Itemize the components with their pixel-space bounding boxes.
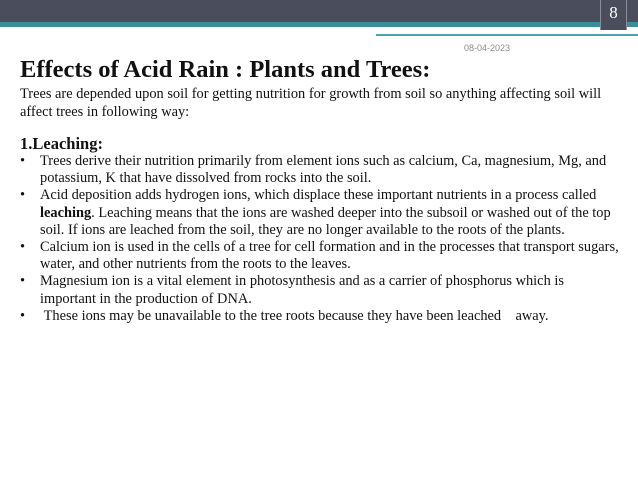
bullet-item-5 (20, 308, 620, 325)
bullet-text-after: . Leaching means that the ions are washed deeper into the subsoil or washed out of the top soil. If ions are leached from the soil, they are no longer available to the roots of the plants. (40, 204, 611, 238)
bullet-text-bold: leaching (40, 204, 92, 221)
bullet-item-2 (20, 187, 620, 239)
bullet-text-before: Acid deposition adds hydrogen ions, which displace these important nutrients in a process called (40, 187, 597, 204)
slide-date: 08-04-2023 (464, 43, 511, 53)
bullet-marker: • (20, 187, 26, 204)
bullet-marker: • (20, 307, 26, 324)
slide-number: 8 (600, 0, 627, 30)
bullet-text: These ions may be unavailable to the tree roots because they have been leached away. (40, 307, 549, 324)
section-heading: 1.Leaching: (20, 134, 103, 153)
bullet-text: Magnesium ion is a vital element in photosynthesis and as a carrier of phosphorus which is important in the production of DNA. (40, 273, 564, 307)
bullet-item-1 (20, 153, 620, 187)
bullet-text: Calcium ion is used in the cells of a tree for cell formation and in the processes that transport sugars, water, and other nutrients from the roots to the leaves. (40, 239, 619, 273)
bullet-item-3 (20, 239, 620, 273)
accent-line (376, 34, 638, 36)
bullet-marker: • (20, 239, 26, 256)
bullet-marker: • (20, 273, 26, 290)
intro-paragraph: Trees are depended upon soil for getting nutrition for growth from soil so anything affecting soil will affect trees in following way: (20, 86, 602, 120)
bullet-item-4 (20, 273, 620, 307)
bullet-marker: • (20, 153, 26, 169)
slide-title: Effects of Acid Rain : Plants and Trees: (20, 56, 431, 83)
bullet-list (20, 153, 620, 325)
bullet-text: Trees derive their nutrition primarily from element ions such as calcium, Ca, magnesium, Mg, and potassium, K that have dissolved from rocks into the soil. (40, 153, 607, 187)
header-band (0, 0, 638, 22)
accent-band (0, 22, 638, 27)
